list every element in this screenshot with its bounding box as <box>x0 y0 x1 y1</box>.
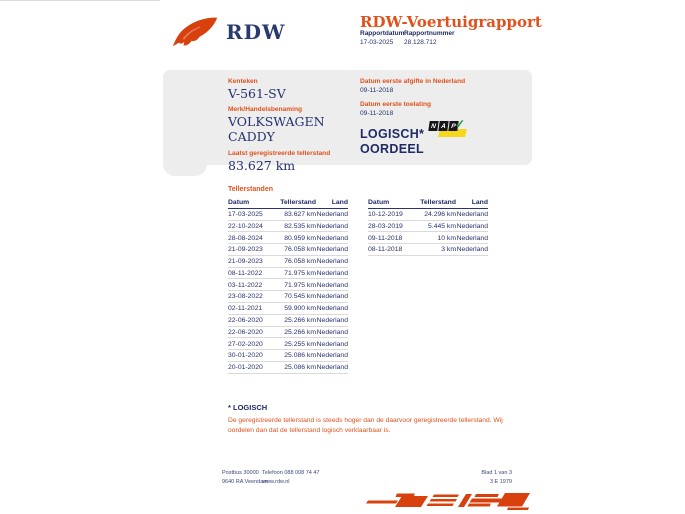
cell-datum: 27-02-2020 <box>228 340 263 348</box>
cell-land: Nederland <box>316 293 348 301</box>
cell-land: Nederland <box>316 269 348 277</box>
cell-tellerstand: 76.058 km <box>284 246 316 254</box>
table-row <box>228 256 348 268</box>
cell-tellerstand: 83.627 km <box>284 210 316 218</box>
cell-datum: 22-06-2020 <box>228 317 263 324</box>
footnote <box>228 403 506 435</box>
table-row <box>228 244 348 256</box>
column-header-datum: Datum <box>228 199 250 207</box>
cell-tellerstand: 5.445 km <box>428 222 456 230</box>
odometer-table-right <box>368 197 488 256</box>
cell-tellerstand: 25.086 km <box>284 352 316 360</box>
footer-contact <box>262 469 320 486</box>
table-row <box>228 362 348 374</box>
cell-land: Nederland <box>316 305 348 313</box>
first-issue-label: Datum eerste afgifte in Nederland <box>360 78 466 85</box>
footnote-text: De geregistreerde tellerstand is steeds hoger dan de daarvoor geregistreerde tellerstand. Wij oordelen dan dat de tellerstand logisch verklaarbaar is. <box>228 417 503 434</box>
rdw-logo-wing-icon <box>172 16 218 48</box>
cell-tellerstand: 70.545 km <box>284 293 316 301</box>
cell-datum: 21-09-2023 <box>228 258 263 266</box>
footer-page-number: Blad 1 van 3 <box>481 470 512 476</box>
column-header-tellerstand: Tellerstand <box>420 199 456 207</box>
cell-land: Nederland <box>316 246 348 254</box>
cell-datum: 22-06-2020 <box>228 328 263 336</box>
license-label: Kenteken <box>228 78 258 85</box>
cell-land: Nederland <box>456 234 488 242</box>
footer-address <box>222 469 268 486</box>
cell-tellerstand: 71.975 km <box>284 269 316 277</box>
report-number-label: Rapportnummer <box>404 30 455 37</box>
odometer-label: Laatst geregistreerde tellerstand <box>228 150 331 157</box>
verdict-line2: OORDEEL <box>360 142 424 156</box>
rdw-speedlines-graphic-icon <box>358 491 532 512</box>
footer-address-line2: 9640 RA Veendam <box>222 478 268 485</box>
footer-form-code: 3 E 1979 <box>489 478 512 485</box>
cell-datum: 21-09-2023 <box>228 246 263 254</box>
table-row <box>368 232 488 244</box>
table-row <box>228 315 348 327</box>
report-number-value: 28.128.712 <box>404 39 437 46</box>
table-row <box>228 279 348 291</box>
report-number <box>404 29 455 47</box>
cell-tellerstand: 24.296 km <box>424 210 456 218</box>
table-row <box>228 268 348 280</box>
cell-land: Nederland <box>316 222 348 230</box>
cell-datum: 20-01-2020 <box>228 364 263 372</box>
table-row <box>228 291 348 303</box>
report-date <box>360 29 404 47</box>
table-header-row <box>228 197 348 209</box>
odometer-value: 83.627 km <box>228 158 296 173</box>
cell-datum: 30-01-2020 <box>228 352 263 360</box>
cell-land: Nederland <box>316 328 348 336</box>
table-row <box>368 209 488 221</box>
cell-tellerstand: 3 km <box>441 246 456 254</box>
cell-datum: 08-11-2022 <box>228 269 263 277</box>
verdict-line1: LOGISCH* <box>360 127 425 141</box>
first-admission-value: 09-11-2018 <box>360 110 394 117</box>
table-body <box>228 209 348 374</box>
page-edge-line <box>0 0 160 1</box>
nap-checkmark-icon: ✓ <box>455 117 466 131</box>
license-plate-value: V-561-SV <box>228 86 286 101</box>
cell-land: Nederland <box>316 317 348 324</box>
column-header-land: Land <box>331 199 348 207</box>
cell-datum: 17-03-2025 <box>228 210 263 218</box>
table-row <box>368 221 488 233</box>
cell-tellerstand: 25.086 km <box>284 364 316 372</box>
column-header-tellerstand: Tellerstand <box>280 199 316 207</box>
footer-paging <box>452 469 512 486</box>
cell-datum: 23-08-2022 <box>228 293 263 301</box>
cell-land: Nederland <box>316 364 348 372</box>
table-row <box>228 327 348 339</box>
report-date-label: Rapportdatum <box>360 30 405 37</box>
cell-datum: 10-12-2019 <box>368 210 403 218</box>
nap-logo <box>429 117 469 140</box>
cell-datum: 22-10-2024 <box>228 222 263 230</box>
first-admission-label: Datum eerste toelating <box>360 101 432 108</box>
cell-tellerstand: 82.535 km <box>284 222 316 230</box>
cell-tellerstand: 71.975 km <box>284 281 316 289</box>
first-issue-value: 09-11-2018 <box>360 87 394 94</box>
odometer-table-left <box>228 197 348 374</box>
cell-tellerstand: 80.959 km <box>284 234 316 242</box>
cell-land: Nederland <box>316 258 348 266</box>
cell-land: Nederland <box>316 234 348 242</box>
vehicle-summary-card-tab <box>163 164 207 176</box>
cell-land: Nederland <box>316 281 348 289</box>
column-header-datum: Datum <box>368 199 390 207</box>
rdw-logo <box>172 16 285 48</box>
cell-tellerstand: 76.058 km <box>284 258 316 266</box>
table-row <box>228 350 348 362</box>
cell-land: Nederland <box>316 210 348 218</box>
footer-address-line1: Postbus 30000 <box>222 470 259 476</box>
table-body <box>368 209 488 256</box>
cell-datum: 28-08-2024 <box>228 234 263 242</box>
nap-letter-p: P <box>448 121 458 131</box>
cell-land: Nederland <box>316 352 348 360</box>
brand-value-line2: CADDY <box>228 129 275 144</box>
brand-label: Merk/Handelsbenaming <box>228 106 303 113</box>
vehicle-summary-left <box>228 78 353 173</box>
cell-tellerstand: 10 km <box>437 234 456 242</box>
cell-tellerstand: 25.255 km <box>284 340 316 348</box>
nap-letter-n: N <box>428 121 438 131</box>
table-header-row <box>368 197 488 209</box>
cell-tellerstand: 59.900 km <box>284 305 316 313</box>
cell-land: Nederland <box>456 222 488 230</box>
table-row <box>228 221 348 233</box>
cell-tellerstand: 25.266 km <box>284 317 316 324</box>
report-date-value: 17-03-2025 <box>360 39 394 46</box>
cell-land: Nederland <box>456 246 488 254</box>
cell-datum: 28-03-2019 <box>368 222 403 230</box>
page-title: RDW-Voertuigrapport <box>360 13 542 31</box>
footer-website: www.rdw.nl <box>262 478 290 485</box>
table-row <box>228 232 348 244</box>
cell-land: Nederland <box>456 210 488 218</box>
cell-tellerstand: 25.266 km <box>284 328 316 336</box>
cell-datum: 08-11-2018 <box>368 246 403 254</box>
cell-datum: 09-11-2018 <box>368 234 403 242</box>
table-row <box>228 338 348 350</box>
cell-datum: 03-11-2022 <box>228 281 263 289</box>
brand-value-line1: VOLKSWAGEN <box>228 114 325 129</box>
rdw-logo-text: RDW <box>226 20 286 44</box>
odometer-section-title: Tellerstanden <box>228 186 273 193</box>
cell-land: Nederland <box>316 340 348 348</box>
cell-datum: 02-11-2021 <box>228 305 263 313</box>
table-row <box>228 303 348 315</box>
nap-letter-a: A <box>438 121 448 131</box>
footnote-title: * LOGISCH <box>228 403 268 412</box>
table-row <box>368 244 488 256</box>
table-row <box>228 209 348 221</box>
vehicle-summary-right <box>360 78 530 157</box>
footer-phone: Telefoon 088 008 74 47 <box>262 470 320 476</box>
column-header-land: Land <box>471 199 488 207</box>
